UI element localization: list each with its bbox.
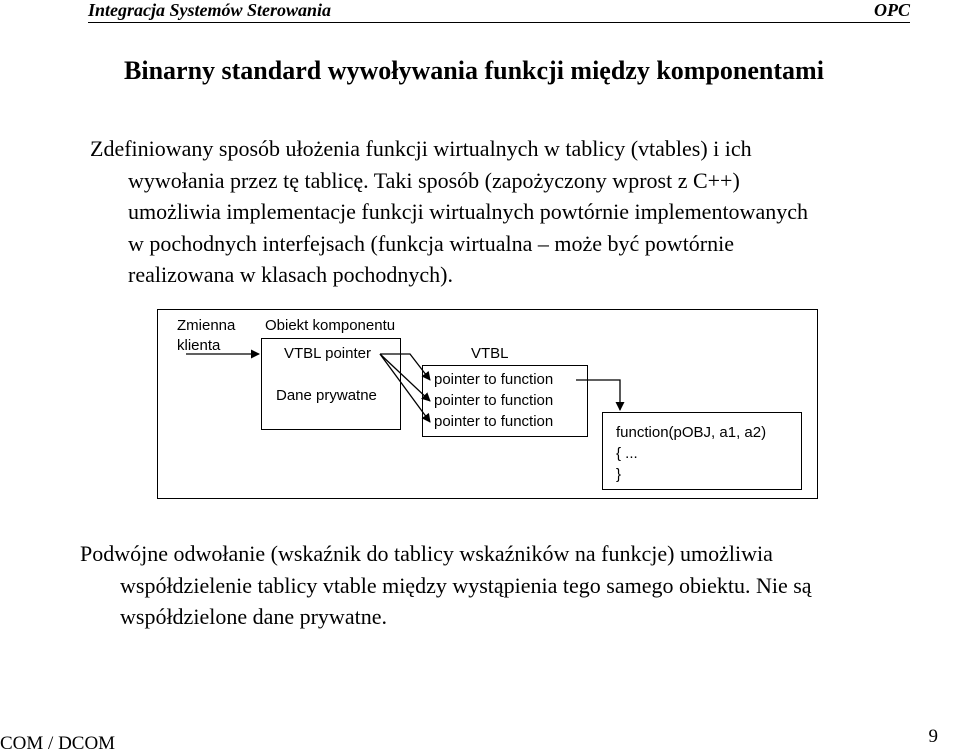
footer-topic: COM / DCOM bbox=[0, 733, 116, 754]
paragraph-intro bbox=[90, 133, 920, 291]
header-divider bbox=[88, 22, 910, 23]
paragraph-line: Podwójne odwołanie (wskaźnik do tablicy wskaźników na funkcje) umożliwia bbox=[80, 541, 773, 566]
function-body-close: } bbox=[616, 466, 622, 483]
vtbl-entry: pointer to function bbox=[434, 371, 554, 388]
arrow-pointer-to-entry-2 bbox=[380, 354, 430, 401]
arrow-pointer-to-entry-1 bbox=[380, 354, 430, 380]
vtbl-entry: pointer to function bbox=[434, 413, 554, 430]
vtbl-label: VTBL bbox=[471, 345, 509, 362]
paragraph-line: współdzielone dane prywatne. bbox=[120, 604, 387, 629]
private-data-label: Dane prywatne bbox=[276, 387, 377, 404]
paragraph-summary bbox=[80, 538, 940, 633]
page-number: 9 bbox=[928, 726, 938, 747]
function-body-open: { ... bbox=[616, 445, 638, 462]
arrow-pointer-to-entry-3 bbox=[380, 354, 430, 422]
paragraph-line: w pochodnych interfejsach (funkcja wirtualna – może być powtórnie bbox=[128, 230, 735, 256]
arrow-entry-to-function bbox=[576, 380, 620, 410]
client-variable-label-line1: Zmienna bbox=[177, 317, 236, 334]
vtbl-pointer-label: VTBL pointer bbox=[284, 345, 371, 362]
header-section: OPC bbox=[874, 0, 910, 20]
header-title: Integracja Systemów Sterowania bbox=[88, 0, 332, 20]
component-object-label: Obiekt komponentu bbox=[265, 317, 396, 334]
paragraph-line: Zdefiniowany sposób ułożenia funkcji wirtualnych w tablicy (vtables) i ich bbox=[90, 136, 752, 161]
diagram-connectors bbox=[158, 310, 819, 500]
paragraph-line: realizowana w klasach pochodnych). bbox=[128, 262, 453, 287]
paragraph-line: współdzielenie tablicy vtable między wystąpienia tego samego obiektu. Nie są bbox=[120, 572, 812, 598]
vtable-diagram bbox=[157, 309, 818, 499]
function-signature: function(pOBJ, a1, a2) bbox=[616, 424, 767, 441]
client-variable-label-line2: klienta bbox=[177, 337, 221, 354]
paragraph-line: wywołania przez tę tablicę. Taki sposób (zapożyczony wprost z C++) bbox=[128, 167, 740, 193]
paragraph-line: umożliwia implementacje funkcji wirtualnych powtórnie implementowanych bbox=[128, 199, 808, 224]
vtbl-entry: pointer to function bbox=[434, 392, 554, 409]
slide-title: Binarny standard wywoływania funkcji między komponentami bbox=[124, 56, 824, 85]
